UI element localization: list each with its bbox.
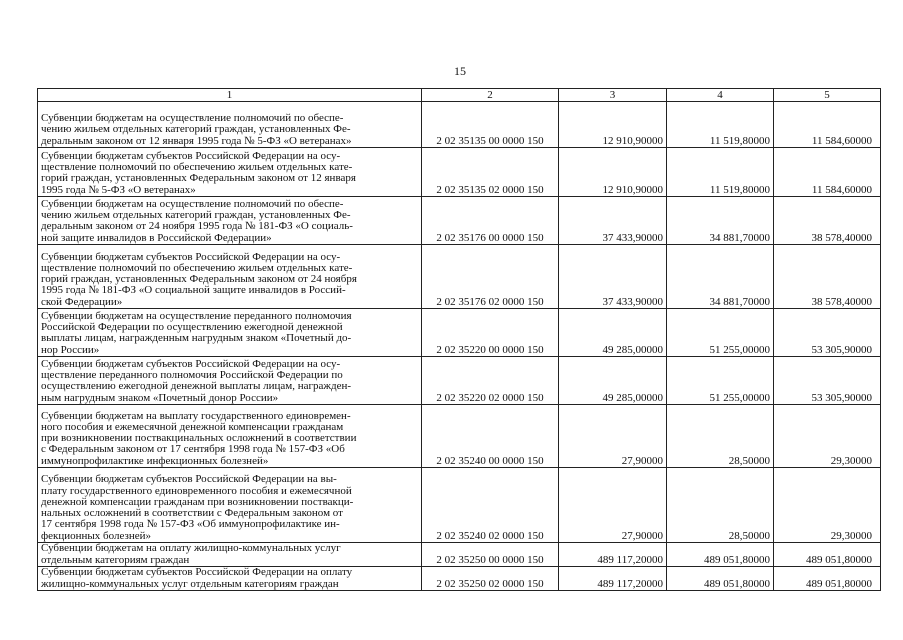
- amount-column-3: 49 285,00000: [559, 309, 667, 357]
- table-row: [38, 197, 881, 245]
- table-row: [38, 405, 881, 468]
- budget-classification-code: 2 02 35176 00 0000 150: [422, 197, 559, 245]
- column-header: 5: [774, 89, 881, 102]
- row-description: Субвенции бюджетам на осуществление переданного полномочия Российской Федерации по осуществлению ежегодной денежной выплаты лицам, награжденным нагрудным знаком «Почетный до- нор России»: [38, 309, 422, 357]
- budget-classification-code: 2 02 35250 00 0000 150: [422, 543, 559, 567]
- amount-column-3: 489 117,20000: [559, 543, 667, 567]
- table-row: [38, 102, 881, 148]
- amount-column-5: 53 305,90000: [774, 357, 881, 405]
- amount-column-4: 28,50000: [667, 405, 774, 468]
- column-header: 2: [422, 89, 559, 102]
- amount-column-4: 489 051,80000: [667, 567, 774, 591]
- table-body: [38, 102, 881, 591]
- amount-column-4: 28,50000: [667, 468, 774, 543]
- column-header: 3: [559, 89, 667, 102]
- budget-classification-code: 2 02 35135 00 0000 150: [422, 102, 559, 148]
- amount-column-3: 489 117,20000: [559, 567, 667, 591]
- amount-column-3: 27,90000: [559, 405, 667, 468]
- amount-column-4: 51 255,00000: [667, 309, 774, 357]
- budget-classification-code: 2 02 35220 00 0000 150: [422, 309, 559, 357]
- amount-column-3: 27,90000: [559, 468, 667, 543]
- budget-classification-code: 2 02 35135 02 0000 150: [422, 148, 559, 197]
- table-row: [38, 357, 881, 405]
- row-description: Субвенции бюджетам на осуществление полномочий по обеспе- чению жильем отдельных категорий граждан, установленных Фе- деральным законом от 12 января 1995 года № 5-ФЗ «О ветеранах»: [38, 102, 422, 148]
- amount-column-5: 53 305,90000: [774, 309, 881, 357]
- budget-classification-code: 2 02 35240 00 0000 150: [422, 405, 559, 468]
- row-description: Субвенции бюджетам субъектов Российской Федерации на осу- ществление полномочий по обеспечению жильем отдельных кате- горий граждан, установленных Федеральным законом от 12 января 1995 года № 5-ФЗ «О ветеранах»: [38, 148, 422, 197]
- amount-column-3: 49 285,00000: [559, 357, 667, 405]
- amount-column-3: 12 910,90000: [559, 148, 667, 197]
- row-description: Субвенции бюджетам субъектов Российской Федерации на осу- ществление полномочий по обеспечению жильем отдельных кате- горий граждан, установленных Федеральным законом от 24 ноября 1995 года № 181-ФЗ «О социальной защите инвалидов в Россий- ской Федерации»: [38, 245, 422, 309]
- amount-column-5: 11 584,60000: [774, 102, 881, 148]
- amount-column-3: 12 910,90000: [559, 102, 667, 148]
- budget-classification-code: 2 02 35176 02 0000 150: [422, 245, 559, 309]
- amount-column-5: 38 578,40000: [774, 197, 881, 245]
- table-row: [38, 543, 881, 567]
- budget-classification-code: 2 02 35220 02 0000 150: [422, 357, 559, 405]
- amount-column-5: 489 051,80000: [774, 543, 881, 567]
- row-description: Субвенции бюджетам субъектов Российской Федерации на вы- плату государственного единовременного пособия и ежемесячной денежной компенсации гражданам при возникновении поствакци- нальных осложнений в соответствии с Федеральным законом от 17 сентября 1998 года № 157-ФЗ «Об иммунопрофилактике ин- фекционных болезней»: [38, 468, 422, 543]
- column-header: 1: [38, 89, 422, 102]
- amount-column-4: 11 519,80000: [667, 102, 774, 148]
- amount-column-5: 38 578,40000: [774, 245, 881, 309]
- table-row: [38, 468, 881, 543]
- amount-column-5: 29,30000: [774, 468, 881, 543]
- row-description: Субвенции бюджетам субъектов Российской Федерации на осу- ществление переданного полномочия Российской Федерации по осуществлению ежегодной денежной выплаты лицам, награжден- ным нагрудным знаком «Почетный донор России»: [38, 357, 422, 405]
- amount-column-5: 29,30000: [774, 405, 881, 468]
- budget-classification-code: 2 02 35250 02 0000 150: [422, 567, 559, 591]
- amount-column-3: 37 433,90000: [559, 197, 667, 245]
- budget-table: [37, 88, 881, 591]
- amount-column-3: 37 433,90000: [559, 245, 667, 309]
- amount-column-5: 489 051,80000: [774, 567, 881, 591]
- header-row: [38, 89, 881, 102]
- row-description: Субвенции бюджетам на осуществление полномочий по обеспе- чению жильем отдельных категорий граждан, установленных Фе- деральным законом от 24 ноября 1995 года № 181-ФЗ «О социаль- ной защите инвалидов в Российской Федерации»: [38, 197, 422, 245]
- amount-column-4: 34 881,70000: [667, 197, 774, 245]
- amount-column-4: 11 519,80000: [667, 148, 774, 197]
- page-number: 15: [454, 64, 466, 78]
- amount-column-4: 489 051,80000: [667, 543, 774, 567]
- row-description: Субвенции бюджетам субъектов Российской Федерации на оплату жилищно-коммунальных услуг отдельным категориям граждан: [38, 567, 422, 591]
- amount-column-4: 51 255,00000: [667, 357, 774, 405]
- amount-column-4: 34 881,70000: [667, 245, 774, 309]
- row-description: Субвенции бюджетам на оплату жилищно-коммунальных услуг отдельным категориям граждан: [38, 543, 422, 567]
- table-row: [38, 567, 881, 591]
- table-header: [38, 89, 881, 102]
- amount-column-5: 11 584,60000: [774, 148, 881, 197]
- table-row: [38, 309, 881, 357]
- table-row: [38, 245, 881, 309]
- budget-classification-code: 2 02 35240 02 0000 150: [422, 468, 559, 543]
- table-row: [38, 148, 881, 197]
- row-description: Субвенции бюджетам на выплату государственного единовремен- ного пособия и ежемесячной денежной компенсации гражданам при возникновении поствакцинальных осложнений в соответствии с Федеральным законом от 17 сентября 1998 года № 157-ФЗ «Об иммунопрофилактике инфекционных болезней»: [38, 405, 422, 468]
- column-header: 4: [667, 89, 774, 102]
